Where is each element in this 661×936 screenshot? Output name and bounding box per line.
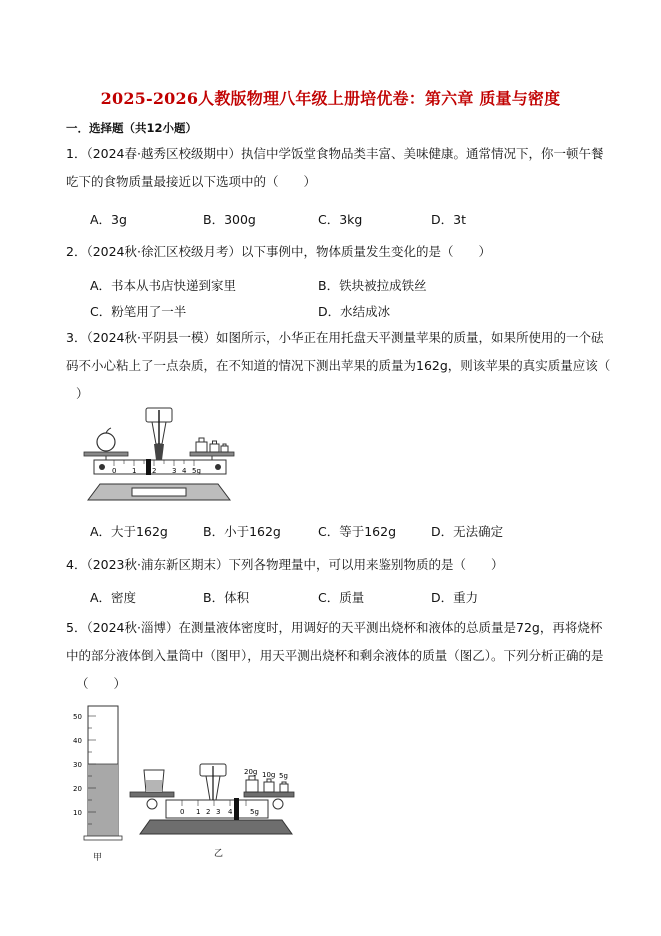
q2-option-c[interactable]: C．粉笔用了一半	[90, 304, 187, 319]
q3-option-d[interactable]: D．无法确定	[431, 524, 504, 539]
graduated-cylinder-figure	[70, 700, 126, 846]
figure-label-yi: 乙	[214, 849, 224, 859]
q3-scale-tick-2: 2	[152, 467, 157, 475]
q4-option-a[interactable]: A．密度	[90, 590, 137, 605]
q5-scale-tick-3: 3	[216, 808, 221, 816]
q3-rider	[146, 459, 151, 475]
q5-scale-tick-2: 2	[206, 808, 211, 816]
q3-line1: 3．（2024秋·平阴县一模）如图所示，小华正在用托盘天平测量苹果的质量，如果所使用的一个砝	[66, 330, 604, 345]
q3-scale-tick-3: 3	[172, 467, 177, 475]
q3-option-b[interactable]: B．小于162g	[203, 524, 281, 539]
q3-option-c[interactable]: C．等于162g	[318, 524, 397, 539]
q5-scale-tick-0: 0	[180, 808, 185, 816]
cylinder-tick-50: 50	[73, 713, 82, 721]
q5-line2: 中的部分液体倒入量筒中（图甲），用天平测出烧杯和剩余液体的质量（图乙）。下列分析正确的是	[66, 648, 604, 663]
q2-option-d[interactable]: D．水结成冰	[318, 304, 391, 319]
q4-option-d[interactable]: D．重力	[431, 590, 479, 605]
cylinder-tick-10: 10	[73, 809, 82, 817]
weight-label-5g: 5g	[279, 772, 288, 780]
section-heading: 一．选择题（共12小题）	[66, 121, 198, 135]
q2-option-b[interactable]: B．铁块被拉成铁丝	[318, 278, 427, 293]
weight-label-10g: 10g	[262, 771, 276, 779]
q1-option-c[interactable]: C．3kg	[318, 212, 363, 227]
cylinder-liquid	[88, 764, 118, 836]
q5-line3: （ ）	[76, 676, 127, 691]
q3-scale-tick-0: 0	[112, 467, 117, 475]
q3-scale-tick-5: 5g	[192, 467, 201, 475]
cylinder-tick-20: 20	[73, 785, 82, 793]
cylinder-tick-30: 30	[73, 761, 82, 769]
q3-scale-tick-4: 4	[182, 467, 187, 475]
q3-line3: ）	[76, 386, 89, 401]
q1-option-d[interactable]: D．3t	[431, 212, 466, 227]
q4-option-b[interactable]: B．体积	[203, 590, 250, 605]
apple-icon	[97, 433, 115, 451]
q1-option-b[interactable]: B．300g	[203, 212, 256, 227]
q5-scale-tick-5: 5g	[250, 808, 259, 816]
q3-option-a[interactable]: A．大于162g	[90, 524, 168, 539]
q1-option-a[interactable]: A．3g	[90, 212, 127, 227]
q3-line2: 码不小心粘上了一点杂质，在不知道的情况下测出苹果的质量为162g，则该苹果的真实质量应该（	[66, 358, 611, 373]
q1-line1: 1．（2024春·越秀区校级期中）执信中学饭堂食物品类丰富、美味健康。通常情况下，你一顿午餐	[66, 146, 604, 161]
q3-scale-tick-1: 1	[132, 467, 137, 475]
balance-figure-q3	[74, 404, 244, 508]
weights-icon	[196, 438, 228, 452]
q5-scale-tick-4: 4	[228, 808, 233, 816]
q5-rider	[234, 798, 239, 820]
figure-label-jia: 甲	[93, 853, 103, 863]
balance-figure-q5	[126, 756, 302, 840]
q2-line1: 2．（2024秋·徐汇区校级月考）以下事例中，物体质量发生变化的是（ ）	[66, 244, 491, 259]
cylinder-tick-40: 40	[73, 737, 82, 745]
q1-line2: 吃下的食物质量最接近以下选项中的（ ）	[66, 174, 317, 189]
weight-label-20g: 20g	[244, 768, 258, 776]
q4-line1: 4．（2023秋·浦东新区期末）下列各物理量中，可以用来鉴别物质的是（ ）	[66, 557, 504, 572]
q5-scale-tick-1: 1	[196, 808, 201, 816]
q5-line1: 5．（2024秋·淄博）在测量液体密度时，用调好的天平测出烧杯和液体的总质量是72g，再将烧杯	[66, 620, 603, 635]
q4-option-c[interactable]: C．质量	[318, 590, 365, 605]
q2-option-a[interactable]: A．书本从书店快递到家里	[90, 278, 237, 293]
page-title: 2025-2026人教版物理八年级上册培优卷：第六章 质量与密度	[100, 89, 561, 108]
